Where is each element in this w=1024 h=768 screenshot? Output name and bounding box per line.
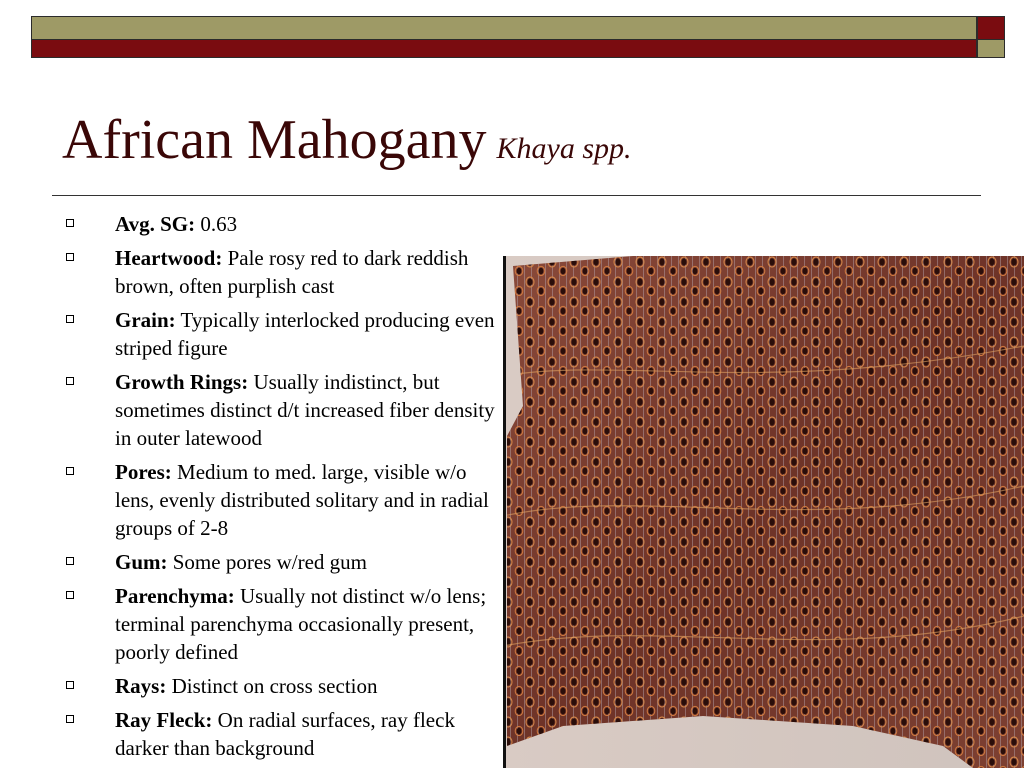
list-item [62, 210, 502, 238]
square-bullet-icon [66, 557, 74, 565]
list-item [62, 244, 502, 300]
banner-maroon-square [977, 16, 1005, 40]
item-term: Gum: [115, 550, 168, 574]
list-item [62, 582, 502, 666]
title-divider [52, 195, 981, 196]
property-list [62, 210, 502, 768]
title-common-name: African Mahogany [62, 109, 487, 171]
wood-cross-section-photo [503, 256, 1024, 768]
item-term: Ray Fleck: [115, 708, 213, 732]
square-bullet-icon [66, 715, 74, 723]
top-banner [31, 16, 1005, 58]
square-bullet-icon [66, 681, 74, 689]
item-term: Heartwood: [115, 246, 223, 270]
list-item [62, 458, 502, 542]
item-text: Medium to med. large, visible w/o lens, evenly distributed solitary and in radial groups of 2-8 [115, 460, 489, 540]
item-term: Parenchyma: [115, 584, 235, 608]
item-term: Grain: [115, 308, 176, 332]
item-text: Some pores w/red gum [172, 550, 367, 574]
square-bullet-icon [66, 377, 74, 385]
square-bullet-icon [66, 315, 74, 323]
banner-maroon-bar [31, 40, 977, 58]
square-bullet-icon [66, 219, 74, 227]
list-item [62, 306, 502, 362]
item-term: Pores: [115, 460, 172, 484]
list-item [62, 368, 502, 452]
item-text: 0.63 [200, 212, 238, 236]
slide-title [62, 109, 632, 171]
list-item [62, 548, 502, 576]
square-bullet-icon [66, 253, 74, 261]
list-item [62, 706, 502, 762]
item-text: Usually indistinct, but sometimes distinct d/t increased fiber density in outer latewood [115, 370, 495, 450]
square-bullet-icon [66, 467, 74, 475]
item-text: Typically interlocked producing even striped figure [115, 308, 495, 360]
item-text: On radial surfaces, ray fleck darker than background [115, 708, 455, 760]
item-term: Growth Rings: [115, 370, 249, 394]
item-text: Distinct on cross section [171, 674, 378, 698]
banner-olive-square [977, 40, 1005, 58]
item-term: Avg. SG: [115, 212, 196, 236]
item-text: Usually not distinct w/o lens; terminal parenchyma occasionally present, poorly defined [115, 584, 487, 664]
item-term: Rays: [115, 674, 167, 698]
list-item [62, 672, 502, 700]
title-scientific-name: Khaya spp. [496, 132, 632, 165]
square-bullet-icon [66, 591, 74, 599]
banner-olive-bar [31, 16, 977, 40]
item-text: Pale rosy red to dark reddish brown, often purplish cast [115, 246, 469, 298]
